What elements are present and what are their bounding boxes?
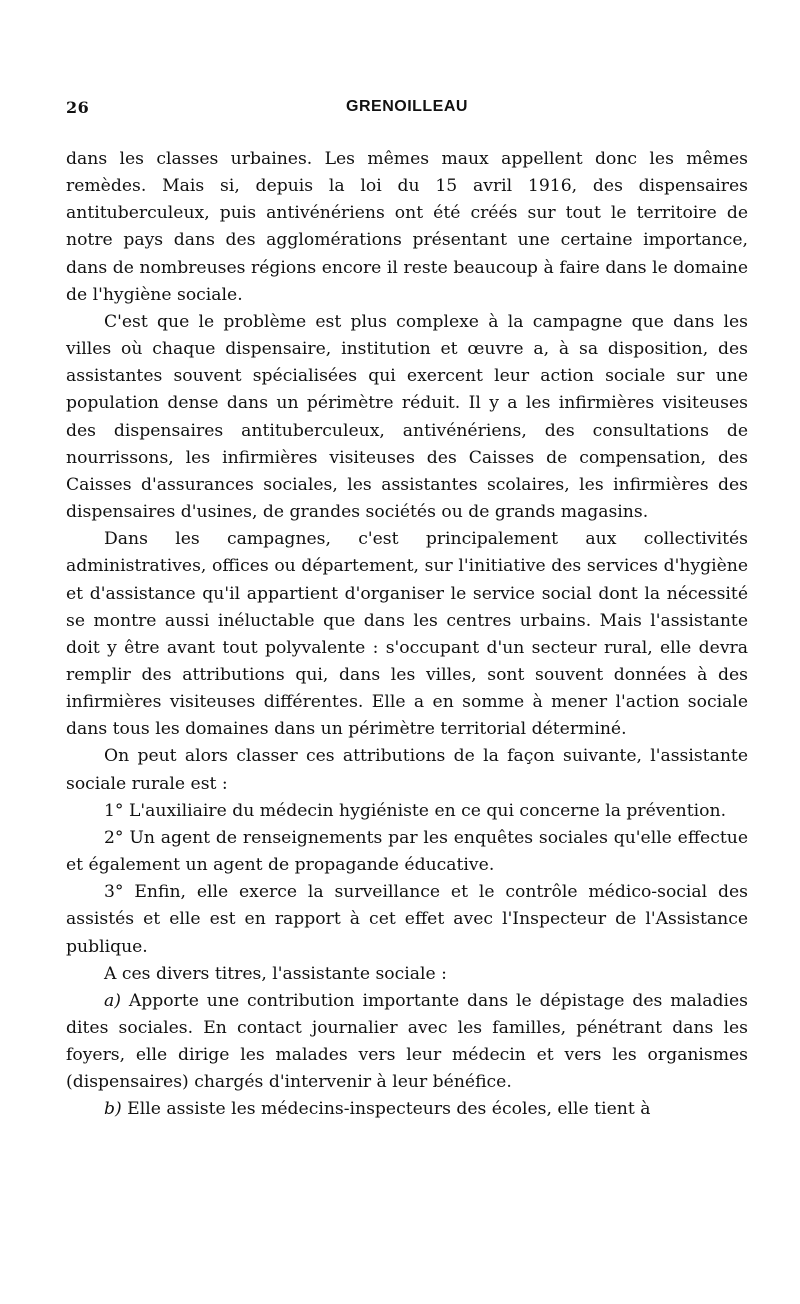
- paragraph-text: A ces divers titres, l'assistante sociale :: [104, 963, 447, 984]
- lettered-item: [66, 1096, 748, 1123]
- paragraph: [66, 309, 748, 526]
- paragraph: [66, 961, 748, 988]
- body-text: [66, 146, 748, 1124]
- lettered-item: [66, 988, 748, 1097]
- paragraph-text: C'est que le problème est plus complexe à la campagne que dans les villes où chaque dispensaire, institution et œuvre a, à sa disposition, des assistantes souvent spécialisées qui exercent leur action sociale sur une population dense dans un périmètre réduit. Il y a les infirmières visiteuses des dispensaires antituberculeux, antivénériens, des consultations de nourrissons, les infirmières visiteuses des Caisses de compensation, des Caisses d'assurances sociales, les assistantes scolaires, les infirmières des dispensaires d'usines, de grandes sociétés ou de grands magasins.: [66, 311, 748, 523]
- running-header: [66, 98, 748, 126]
- paragraph-text: dans les classes urbaines. Les mêmes maux appellent donc les mêmes remèdes. Mais si, depuis la loi du 15 avril 1916, des dispensaires antituberculeux, puis antivénériens ont été créés sur tout le territoire de notre pays dans des agglomérations présentant une certaine importance, dans de nombreuses régions encore il reste beaucoup à faire dans le domaine de l'hygiène sociale.: [66, 149, 748, 305]
- paragraph-text: On peut alors classer ces attributions de la façon suivante, l'assistante sociale rurale est :: [66, 746, 748, 794]
- numbered-item: [66, 825, 748, 879]
- paragraph-text: Elle assiste les médecins-inspecteurs des écoles, elle tient à: [121, 1099, 651, 1120]
- paragraph-text: 3° Enfin, elle exerce la surveillance et le contrôle médico-social des assistés et elle est en rapport à cet effet avec l'Inspecteur de l'Assistance publique.: [66, 882, 748, 957]
- numbered-item: [66, 798, 748, 825]
- paragraph: [66, 743, 748, 797]
- paragraph: [66, 526, 748, 743]
- page-number: 26: [66, 98, 90, 117]
- paragraph-continuation: [66, 146, 748, 309]
- item-label: a): [104, 990, 121, 1011]
- book-page: [66, 98, 748, 1124]
- paragraph-text: Dans les campagnes, c'est principalement aux collectivités administratives, offices ou département, sur l'initiative des services d'hygiène et d'assistance qu'il appartient d'organiser le service social dont la nécessité se montre aussi inéluctable que dans les centres urbains. Mais l'assistante doit y être avant tout polyvalente : s'occupant d'un secteur rural, elle devra remplir des attributions qui, dans les villes, sont souvent données à des infirmières visiteuses différentes. Elle a en somme à mener l'action sociale dans tous les domaines dans un périmètre territorial déterminé.: [66, 529, 748, 740]
- running-title: GRENOILLEAU: [346, 98, 468, 115]
- item-label: b): [104, 1099, 122, 1120]
- paragraph-text: 1° L'auxiliaire du médecin hygiéniste en ce qui concerne la prévention.: [104, 800, 727, 821]
- paragraph-text: Apporte une contribution importante dans le dépistage des maladies dites sociales. En contact journalier avec les familles, pénétrant dans les foyers, elle dirige les malades vers leur médecin et vers les organismes (dispensaires) chargés d'intervenir à leur bénéfice.: [66, 990, 748, 1093]
- paragraph-text: 2° Un agent de renseignements par les enquêtes sociales qu'elle effectue et également un agent de propagande éducative.: [66, 827, 748, 876]
- numbered-item: [66, 879, 748, 960]
